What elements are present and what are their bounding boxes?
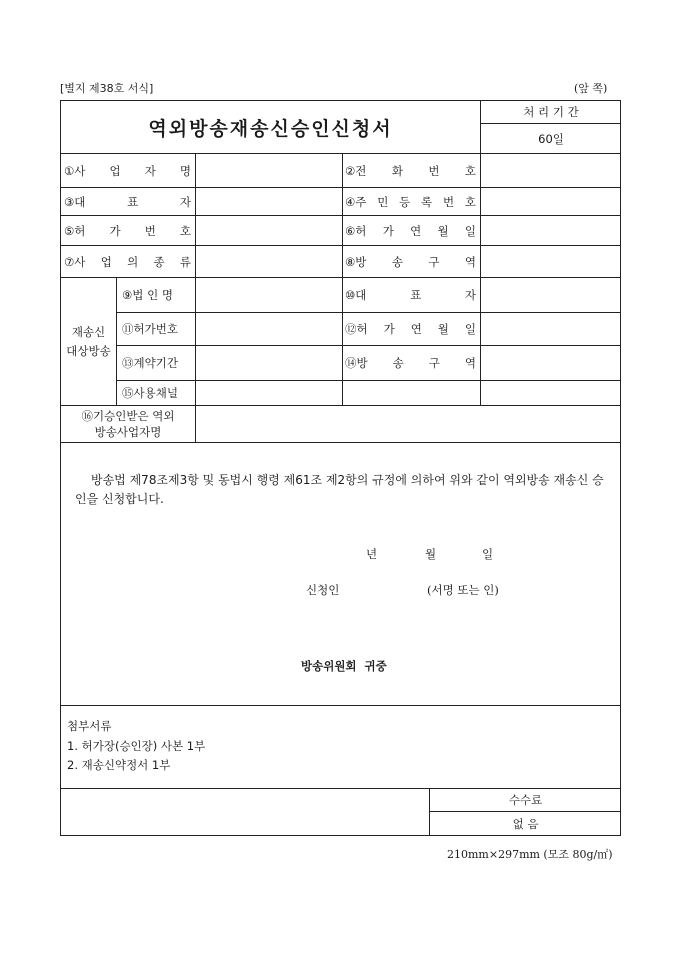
label-char: 송 (392, 356, 404, 370)
target-broadcast-area-field[interactable] (481, 346, 621, 380)
label-char: 송 (391, 254, 403, 269)
form-number: [별지 제38호 서식] (60, 82, 154, 95)
phone-field[interactable] (481, 154, 621, 187)
divider (116, 277, 117, 405)
label-char: 명 (179, 163, 191, 178)
corp-name-label: ⑨법 인 명 (122, 288, 173, 302)
label-char: ⑥허 (345, 223, 367, 238)
label-char: ⑩대 (345, 288, 367, 302)
label-char: 번 (442, 194, 455, 209)
business-type-label (64, 246, 191, 277)
phone-label (345, 154, 476, 187)
corp-name-field[interactable] (196, 278, 342, 312)
label-char: 의 (127, 254, 139, 269)
divider (342, 153, 343, 405)
business-name-field[interactable] (196, 154, 342, 187)
attachments-title: 첨부서류 (67, 719, 112, 733)
target-group-label (61, 278, 116, 405)
label-char: ⑤허 (64, 223, 86, 238)
label-char: 표 (127, 194, 139, 209)
label-char: 가 (109, 223, 121, 238)
page-side: (앞 쪽) (574, 82, 608, 95)
broadcast-area-label (345, 246, 476, 277)
representative-label (64, 188, 191, 215)
label-char: 번 (144, 223, 156, 238)
label-char: 업 (100, 254, 112, 269)
form-title: 역외방송재송신승인신청서 (148, 117, 393, 140)
attachment-item: 1. 허가장(승인장) 사본 1부 (67, 739, 206, 753)
label-char: ⑭방 (345, 356, 368, 370)
processing-period-value: 60일 (538, 131, 564, 146)
application-statement: 방송법 제78조제3항 및 동법시 행령 제61조 제2항의 규정에 의하여 위와 같이 역외방송 재송신 승인을 신청합니다. (75, 473, 604, 506)
target-license-date-field[interactable] (481, 313, 621, 345)
label-char: ①사 (64, 163, 86, 178)
label-char: 류 (179, 254, 191, 269)
contract-period-label: ⑬계약기간 (122, 356, 178, 370)
label-char: 종 (153, 254, 165, 269)
channel-label: ⑮사용채널 (122, 386, 178, 400)
divider (61, 705, 621, 706)
resident-no-field[interactable] (481, 188, 621, 215)
label-char: 민 (377, 194, 389, 209)
label-char: 자 (464, 288, 476, 302)
application-form (60, 100, 621, 836)
target-rep-field[interactable] (481, 278, 621, 312)
processing-period-label: 처 리 기 간 (523, 105, 579, 119)
label-char: 월 (437, 322, 449, 336)
label-char: 구 (428, 254, 440, 269)
label-char: 호 (179, 223, 191, 238)
group-label-line: 재송신 (71, 324, 106, 339)
day-label: 일 (482, 547, 494, 561)
label-char: ⑫허 (345, 322, 368, 336)
month-label: 월 (425, 547, 437, 561)
approved-label-line: ⑯기승인받은 역외 (81, 409, 175, 423)
label-char: 록 (421, 194, 433, 209)
group-label-line: 대상방송 (66, 343, 111, 358)
approved-field[interactable] (196, 406, 621, 442)
target-license-no-field[interactable] (196, 313, 342, 345)
business-type-field[interactable] (196, 246, 342, 277)
license-date-field[interactable] (481, 216, 621, 245)
label-char: 연 (410, 223, 422, 238)
label-char: 자 (144, 163, 156, 178)
signature-label: (서명 또는 인) (427, 583, 499, 597)
label-char: 연 (410, 322, 422, 336)
license-date-label (345, 216, 476, 245)
license-no-field[interactable] (196, 216, 342, 245)
label-char: 가 (383, 322, 395, 336)
broadcast-area-field[interactable] (481, 246, 621, 277)
attachment-item: 2. 재송신약정서 1부 (67, 758, 171, 772)
business-name-label (64, 154, 191, 187)
label-char: 업 (109, 163, 121, 178)
label-char: 호 (464, 163, 476, 178)
label-char: 가 (382, 223, 394, 238)
target-broadcast-area-label (345, 346, 476, 380)
label-char: ⑦사 (64, 254, 86, 269)
addressee: 방송위원회 귀중 (301, 659, 387, 673)
paper-spec: 210mm×297mm (모조 80g/㎡) (447, 848, 613, 861)
label-char: 일 (464, 223, 476, 238)
label-char: ④주 (345, 194, 367, 209)
label-char: 역 (464, 254, 476, 269)
label-char: ⑧방 (345, 254, 367, 269)
label-char: 구 (428, 356, 440, 370)
target-license-date-label (345, 313, 476, 345)
approved-label-line: 방송사업자명 (94, 425, 162, 439)
year-label: 년 (366, 547, 378, 561)
resident-no-label (345, 188, 476, 215)
label-char: 자 (179, 194, 191, 209)
fee-label: 수수료 (508, 793, 543, 807)
applicant-label: 신청인 (306, 583, 340, 597)
approved-label (61, 406, 195, 442)
label-char: 등 (399, 194, 411, 209)
label-char: 번 (428, 163, 440, 178)
label-char: 화 (391, 163, 403, 178)
label-char: 월 (437, 223, 449, 238)
fee-value: 없 음 (512, 817, 539, 831)
representative-field[interactable] (196, 188, 342, 215)
label-char: 역 (464, 356, 476, 370)
contract-period-field[interactable] (196, 346, 342, 380)
target-license-no-label: ⑪허가번호 (122, 322, 178, 336)
target-rep-label (345, 278, 476, 312)
label-char: ②전 (345, 163, 367, 178)
license-no-label (64, 216, 191, 245)
divider (61, 442, 621, 443)
channel-field[interactable] (196, 381, 621, 405)
label-char: 일 (464, 322, 476, 336)
label-char: 표 (410, 288, 422, 302)
label-char: 호 (464, 194, 476, 209)
label-char: ③대 (64, 194, 86, 209)
